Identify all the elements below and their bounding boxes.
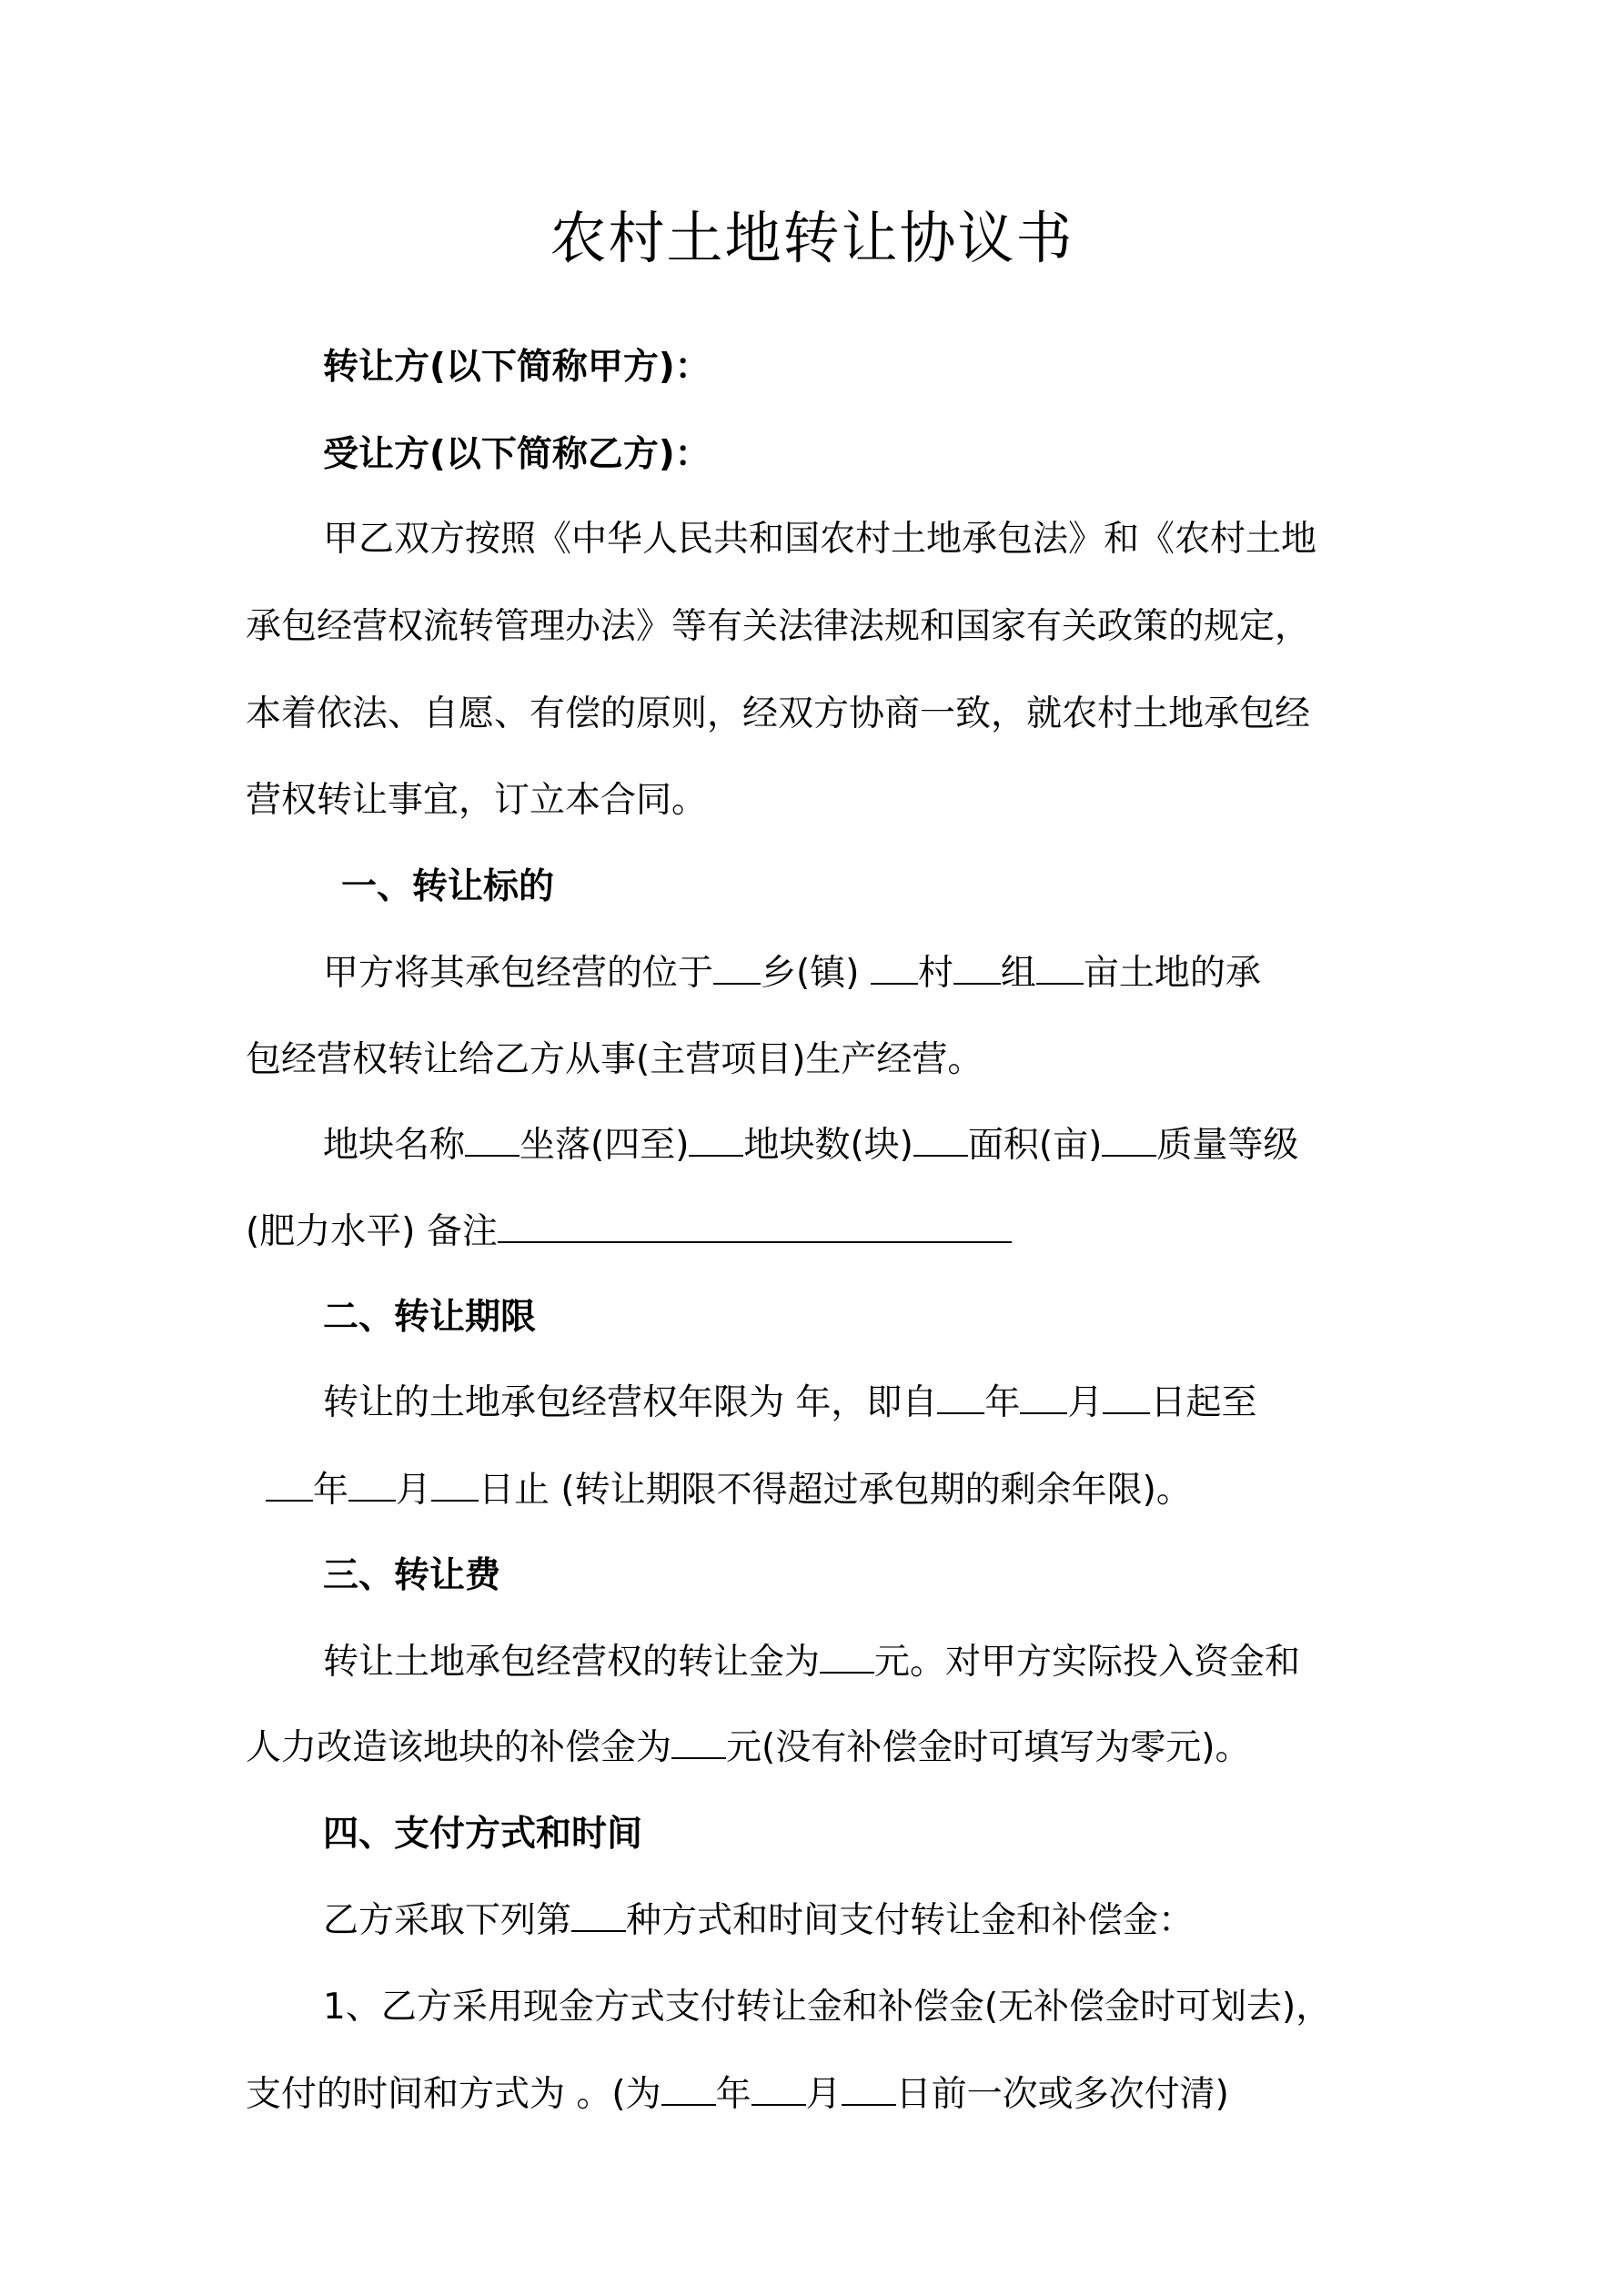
section-1-para-1-line-1: 甲方将其承包经营的位于 乡(镇) 村 组 亩土地的承 bbox=[323, 946, 1261, 1001]
section-4-line-3: 支付的时间和方式为 。(为 年 月 日前一次或多次付清) bbox=[246, 2068, 1229, 2122]
blank-field[interactable] bbox=[871, 950, 918, 985]
blank-field[interactable] bbox=[1103, 1380, 1150, 1414]
blank-field[interactable] bbox=[751, 2071, 806, 2106]
intro-line-3: 本着依法、自愿、有偿的原则，经双方协商一致，就农村土地承包经 bbox=[246, 693, 1311, 734]
transferee-line: 受让方(以下简称乙方)： bbox=[323, 434, 711, 475]
blank-field[interactable] bbox=[431, 1467, 479, 1502]
blank-field[interactable] bbox=[937, 1380, 984, 1414]
section-1-para-2-line-1: 地块名称 坐落(四至) 地块数(块) 面积(亩) 质量等级 bbox=[323, 1118, 1298, 1173]
transferor-line: 转让方(以下简称甲方)： bbox=[323, 347, 711, 388]
document-title: 农村土地转让协议书 bbox=[550, 205, 1074, 271]
blank-field[interactable] bbox=[1036, 950, 1084, 985]
blank-field[interactable] bbox=[661, 2071, 716, 2106]
section-2-line-1: 转让的土地承包经营权年限为 年，即自 年 月 日起至 bbox=[323, 1376, 1256, 1431]
blank-field[interactable] bbox=[671, 1725, 726, 1759]
blank-field[interactable] bbox=[465, 1122, 519, 1157]
blank-field[interactable] bbox=[1020, 1380, 1067, 1414]
section-1-heading: 一、转让标的 bbox=[341, 866, 555, 907]
section-2-heading: 二、转让期限 bbox=[323, 1297, 537, 1338]
blank-field[interactable] bbox=[913, 1122, 968, 1157]
section-3-heading: 三、转让费 bbox=[323, 1555, 501, 1596]
blank-field[interactable] bbox=[842, 2071, 896, 2106]
blank-field[interactable] bbox=[689, 1122, 743, 1157]
blank-field[interactable] bbox=[266, 1467, 313, 1502]
intro-line-4: 营权转让事宜，订立本合同。 bbox=[246, 780, 708, 821]
blank-field[interactable] bbox=[1102, 1122, 1156, 1157]
section-3-line-2: 人力改造该地块的补偿金为 元(没有补偿金时可填写为零元)。 bbox=[246, 1721, 1250, 1775]
blank-field[interactable] bbox=[348, 1467, 396, 1502]
blank-field[interactable] bbox=[713, 950, 761, 985]
intro-line-1: 甲乙双方按照《中华人民共和国农村土地承包法》和《农村土地 bbox=[323, 519, 1317, 560]
blank-field[interactable] bbox=[820, 1639, 874, 1674]
blank-field[interactable] bbox=[953, 950, 1001, 985]
section-3-line-1: 转让土地承包经营权的转让金为 元。对甲方实际投入资金和 bbox=[323, 1635, 1300, 1690]
remarks-blank[interactable] bbox=[498, 1209, 1012, 1243]
blank-field[interactable] bbox=[571, 1897, 626, 1932]
section-4-line-1: 乙方采取下列第 种方式和时间支付转让金和补偿金： bbox=[323, 1894, 1194, 1948]
intro-line-2: 承包经营权流转管理办法》等有关法律法规和国家有关政策的规定， bbox=[246, 606, 1311, 647]
section-4-line-2: 1、乙方采用现金方式支付转让金和补偿金(无补偿金时可划去)， bbox=[323, 1987, 1332, 2028]
section-1-para-1-line-2: 包经营权转让给乙方从事(主营项目)生产经营。 bbox=[246, 1039, 983, 1080]
section-1-para-2-line-2: (肥力水平) 备注 bbox=[246, 1205, 1012, 1259]
section-2-line-2: 年 月 日止 (转让期限不得超过承包期的剩余年限)。 bbox=[266, 1463, 1192, 1518]
section-4-heading: 四、支付方式和时间 bbox=[323, 1814, 643, 1855]
